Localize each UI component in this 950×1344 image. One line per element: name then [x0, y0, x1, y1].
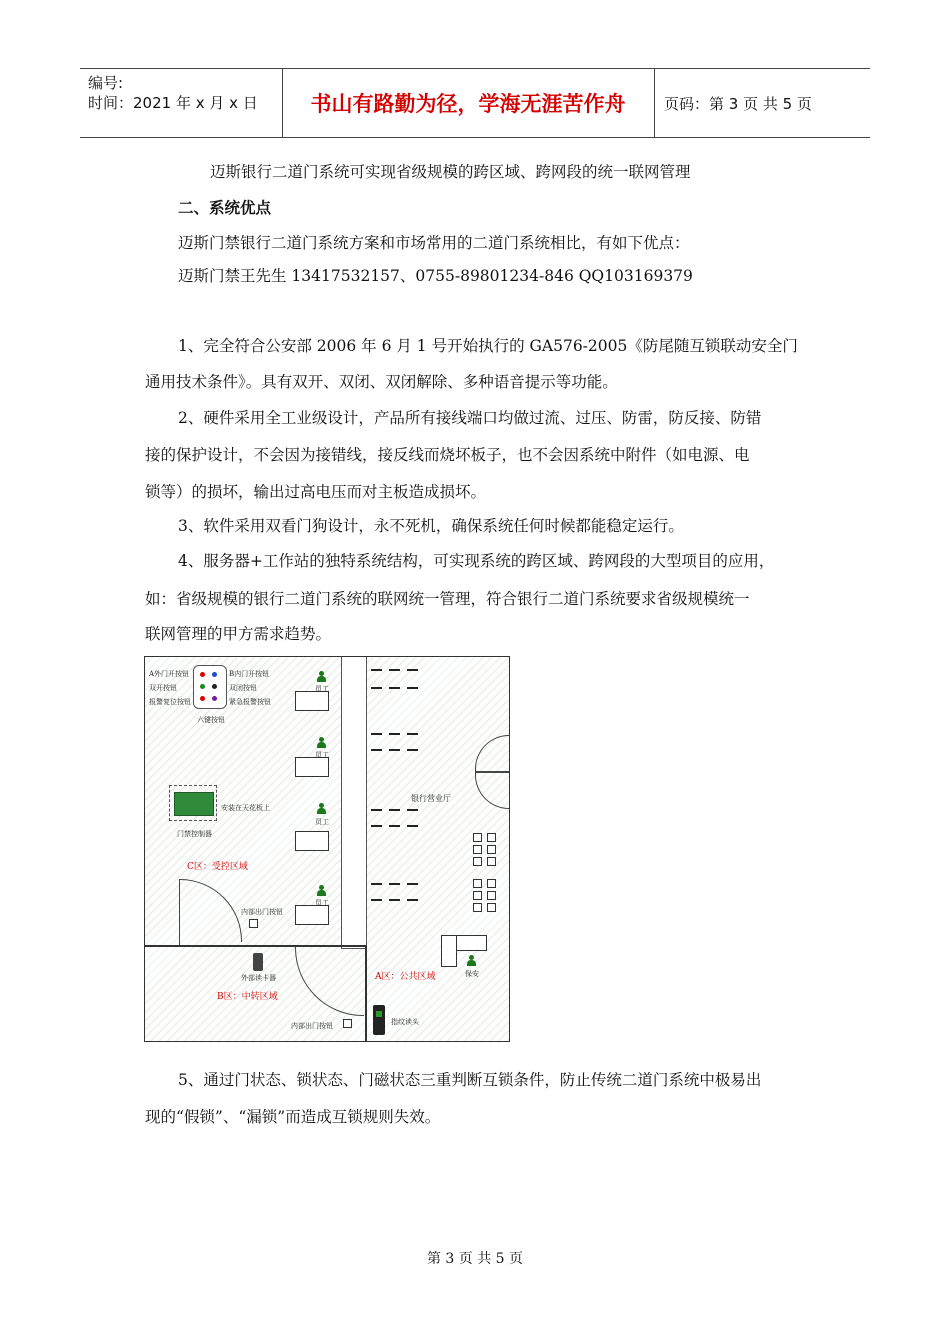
paragraph-2-line-1: 2、硬件采用全工业级设计，产品所有接线端口均做过流、过压、防雷，防反接、防错: [178, 409, 762, 427]
teller-desk: [295, 757, 329, 777]
fingerprint-reader-icon: [373, 1005, 385, 1035]
door-swing: [295, 947, 364, 1016]
door-swing: [179, 879, 242, 942]
label-emergency: 紧急报警按钮: [229, 698, 271, 706]
controller-board-icon: [174, 792, 214, 816]
label-six-key: 六键按钮: [197, 716, 225, 724]
label-a-open: A外门开按钮: [149, 670, 190, 678]
staff-icon: [317, 737, 326, 748]
button-blue-icon: [212, 672, 217, 677]
floor-plan-diagram: [144, 656, 510, 1042]
teller-desk: [295, 905, 329, 925]
label-hall: 银行营业厅: [411, 794, 451, 803]
button-green-icon: [200, 684, 205, 689]
zone-divider-wall: [365, 945, 367, 1041]
label-staff: 员工: [315, 899, 329, 907]
label-zone-a: A区：公共区域: [375, 972, 436, 982]
label-staff: 员工: [315, 685, 329, 693]
button-black-icon: [212, 684, 217, 689]
label-controller-note: 安装在天花板上: [221, 804, 270, 812]
label-staff: 员工: [315, 751, 329, 759]
exit-button-icon: [249, 919, 258, 928]
label-double-open: 双开按钮: [149, 684, 177, 692]
button-red-icon: [200, 672, 205, 677]
header-meta: [88, 73, 258, 113]
staff-icon: [317, 671, 326, 682]
label-inner-exit-button-2: 内部出门按钮: [291, 1022, 333, 1030]
main-door-icon: [475, 771, 510, 809]
label-b-open: B内门开按钮: [229, 670, 270, 678]
intro-paragraph: 迈斯门禁银行二道门系统方案和市场常用的二道门系统相比，有如下优点：: [178, 234, 690, 252]
label-inner-exit-button: 内部出门按钮: [241, 908, 283, 916]
teller-desk: [295, 831, 329, 851]
label-zone-c: C区：受控区域: [187, 862, 248, 872]
paragraph-1-line-2: 通用技术条件》。具有双开、双闭、双闭解除、多种语音提示等功能。: [145, 373, 618, 391]
card-reader-icon: [253, 953, 263, 971]
paragraph-4-line-3: 联网管理的甲方需求趋势。: [145, 625, 332, 643]
button-purple-icon: [212, 696, 217, 701]
staff-icon: [317, 803, 326, 814]
controller-box: [169, 785, 217, 821]
paragraph-5-line-2: 现的“假锁”、“漏锁”而造成互锁规则失效。: [145, 1108, 441, 1126]
paragraph-1-line-1: 1、完全符合公安部 2006 年 6 月 1 号开始执行的 GA576-2005《防尾随互锁联动安全门: [178, 337, 798, 355]
label-alarm-reset: 报警复位按钮: [149, 698, 191, 706]
guard-desk: [441, 935, 457, 967]
page-header: [80, 68, 870, 138]
label-staff: 员工: [315, 818, 329, 826]
label-controller: 门禁控制器: [177, 830, 212, 838]
partition-wall: [341, 656, 367, 949]
label-zone-b: B区：中转区域: [217, 992, 278, 1002]
paragraph-4-line-1: 4、服务器+工作站的独特系统结构，可实现系统的跨区域、跨网段的大型项目的应用，: [178, 552, 775, 570]
header-page-number: 页码：第 3 页 共 5 页: [664, 95, 812, 113]
main-door-icon: [475, 735, 510, 773]
teller-desk: [295, 691, 329, 711]
intro-line: 迈斯银行二道门系统可实现省级规模的跨区域、跨网段的统一联网管理: [210, 163, 691, 181]
staff-icon: [317, 885, 326, 896]
button-red-icon: [200, 696, 205, 701]
header-divider: [654, 69, 655, 137]
header-number: 编号:: [88, 74, 124, 92]
exit-button-icon: [343, 1019, 352, 1028]
paragraph-5-line-1: 5、通过门状态、锁状态、门磁状态三重判断互锁条件，防止传统二道门系统中极易出: [178, 1071, 762, 1089]
paragraph-4-line-2: 如：省级规模的银行二道门系统的联网统一管理，符合银行二道门系统要求省级规模统一: [145, 590, 750, 608]
page-footer: 第 3 页 共 5 页: [426, 1251, 524, 1267]
label-guard: 保安: [465, 970, 479, 978]
label-double-close: 双闭按钮: [229, 684, 257, 692]
label-fingerprint: 指纹读头: [391, 1018, 419, 1026]
label-outer-reader: 外部读卡器: [241, 974, 276, 982]
section-title: 二、系统优点: [178, 199, 272, 217]
header-motto: 书山有路勤为径，学海无涯苦作舟: [310, 92, 626, 116]
guard-icon: [467, 955, 476, 966]
contact-line: 迈斯门禁王先生 13417532157、0755-89801234-846 QQ103169379: [178, 267, 693, 285]
paragraph-3-line-1: 3、软件采用双看门狗设计，永不死机，确保系统任何时候都能稳定运行。: [178, 517, 684, 535]
paragraph-2-line-3: 锁等）的损坏，输出过高电压而对主板造成损坏。: [145, 483, 487, 501]
six-key-panel: [193, 665, 227, 709]
header-time: 时间：2021 年 x 月 x 日: [88, 94, 258, 112]
door-leaf: [179, 879, 180, 945]
paragraph-2-line-2: 接的保护设计，不会因为接错线，接反线而烧坏板子，也不会因系统中附件（如电源、电: [145, 446, 750, 464]
